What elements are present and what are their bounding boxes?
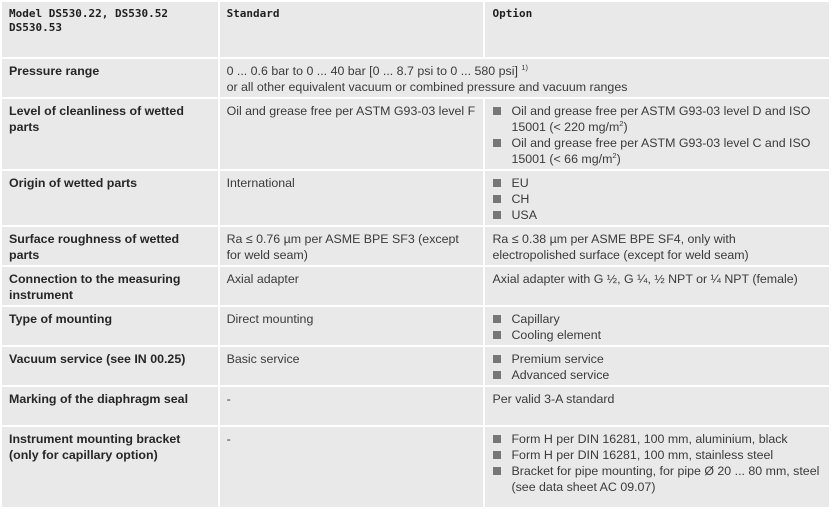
table-row	[2, 307, 829, 345]
list-item: USA	[492, 207, 822, 223]
table-row	[2, 427, 829, 507]
table-row	[2, 227, 829, 265]
pressure-line2: or all other equivalent vacuum or combined pressure and vacuum ranges	[226, 80, 628, 94]
table-row	[2, 171, 829, 225]
bracket-options	[485, 427, 829, 507]
origin-standard: International	[220, 171, 484, 225]
list-item: Bracket for pipe mounting, for pipe Ø 20 ... 80 mm, steel (see data sheet AC 09.07)	[492, 463, 822, 495]
list-item: Advanced service	[492, 367, 822, 383]
row-label-origin: Origin of wetted parts	[2, 171, 218, 225]
roughness-option: Ra ≤ 0.38 µm per ASME BPE SF4, only with electropolished surface (except for weld seam)	[485, 227, 829, 265]
mounting-options	[485, 307, 829, 345]
roughness-standard: Ra ≤ 0.76 µm per ASME BPE SF3 (except for weld seam)	[220, 227, 484, 265]
cleanliness-options	[485, 99, 829, 169]
list-item: Form H per DIN 16281, 100 mm, aluminium, black	[492, 431, 822, 447]
table-header-row	[2, 2, 829, 57]
list-item: Premium service	[492, 351, 822, 367]
list-item: Oil and grease free per ASTM G93-03 level C and ISO 15001 (< 66 $mg/m^2$)	[492, 135, 822, 167]
marking-standard: -	[220, 387, 484, 425]
table-row	[2, 59, 829, 97]
row-label-vacuum: Vacuum service (see IN 00.25)	[2, 347, 218, 385]
row-label-cleanliness: Level of cleanliness of wetted parts	[2, 99, 218, 169]
table-row	[2, 267, 829, 305]
connection-standard: Axial adapter	[220, 267, 484, 305]
header-model: Model DS530.22, DS530.52 DS530.53	[2, 2, 218, 57]
row-label-bracket: Instrument mounting bracket (only for capillary option)	[2, 427, 218, 507]
row-label-mounting: Type of mounting	[2, 307, 218, 345]
row-label-marking: Marking of the diaphragm seal	[2, 387, 218, 425]
list-item: Form H per DIN 16281, 100 mm, stainless steel	[492, 447, 822, 463]
table-row	[2, 347, 829, 385]
list-item: Oil and grease free per ASTM G93-03 level D and ISO 15001 (< 220 $mg/m^2$)	[492, 103, 822, 135]
bracket-standard: -	[220, 427, 484, 507]
row-label-roughness: Surface roughness of wetted parts	[2, 227, 218, 265]
pressure-line1: 0 ... 0.6 bar to 0 ... 40 bar [0 ... 8.7 psi to 0 ... 580 psi] $^{1)}$	[226, 63, 529, 78]
list-item: Capillary	[492, 311, 822, 327]
list-item: EU	[492, 175, 822, 191]
table-row	[2, 99, 829, 169]
footnote-ref: 1)	[521, 63, 529, 72]
connection-option: Axial adapter with G ½, G ¼, ½ NPT or ¼ NPT (female)	[485, 267, 829, 305]
marking-option: Per valid 3-A standard	[485, 387, 829, 425]
row-label-pressure: Pressure range	[2, 59, 218, 97]
origin-options	[485, 171, 829, 225]
pressure-standard	[220, 59, 829, 97]
cleanliness-standard: Oil and grease free per ASTM G93-03 level F	[220, 99, 484, 169]
row-label-connection: Connection to the measuring instrument	[2, 267, 218, 305]
list-item: CH	[492, 191, 822, 207]
vacuum-standard: Basic service	[220, 347, 484, 385]
vacuum-options	[485, 347, 829, 385]
header-standard: Standard	[220, 2, 484, 57]
list-item: Cooling element	[492, 327, 822, 343]
header-option: Option	[485, 2, 829, 57]
mounting-standard: Direct mounting	[220, 307, 484, 345]
table-row	[2, 387, 829, 425]
